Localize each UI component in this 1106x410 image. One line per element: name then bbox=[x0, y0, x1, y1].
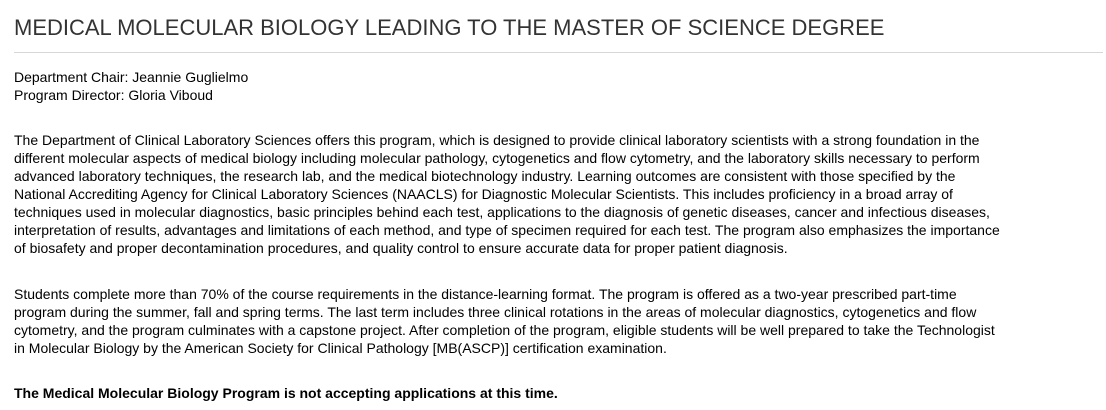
paragraph-line: interpretation of results, advantages and limitations of each method, and type of specimen required for each test. The program also emphasizes the importance bbox=[14, 222, 1000, 238]
program-contacts bbox=[14, 68, 248, 104]
paragraph-line: techniques used in molecular diagnostics, basic principles behind each test, applications to the diagnosis of genetic diseases, cancer and infectious diseases, bbox=[14, 204, 990, 220]
page-title: MEDICAL MOLECULAR BIOLOGY LEADING TO THE MASTER OF SCIENCE DEGREE bbox=[14, 15, 885, 40]
paragraph-line: advanced laboratory techniques, the research lab, and the medical biotechnology industry. Learning outcomes are consistent with those specified by the bbox=[14, 168, 956, 184]
department-chair: Department Chair: Jeannie Guglielmo bbox=[14, 69, 249, 85]
application-status-notice: The Medical Molecular Biology Program is not accepting applications at this time. bbox=[14, 385, 558, 401]
paragraph-line: program during the summer, fall and spring terms. The last term includes three clinical rotations in the areas of molecular diagnostics, cytogenetics and flow bbox=[14, 304, 977, 320]
paragraph-line: Students complete more than 70% of the course requirements in the distance-learning format. The program is offered as a two-year prescribed part-time bbox=[14, 286, 957, 302]
paragraph-line: of biosafety and proper decontamination procedures, and quality control to ensure accurate data for proper patient diagnosis. bbox=[14, 240, 788, 256]
paragraph-line: cytometry, and the program culminates with a capstone project. After completion of the program, eligible students will be well prepared to take the Technologist bbox=[14, 322, 995, 338]
paragraph-line: different molecular aspects of medical biology including molecular pathology, cytogenetics and flow cytometry, and the laboratory skills necessary to perform bbox=[14, 150, 980, 166]
paragraph-line: in Molecular Biology by the American Society for Clinical Pathology [MB(ASCP)] certification examination. bbox=[14, 340, 667, 356]
program-description-paragraph bbox=[14, 131, 1000, 257]
program-director: Program Director: Gloria Viboud bbox=[14, 87, 213, 103]
program-format-paragraph bbox=[14, 285, 995, 357]
paragraph-line: The Department of Clinical Laboratory Sciences offers this program, which is designed to provide clinical laboratory scientists with a strong foundation in the bbox=[14, 132, 980, 148]
title-divider bbox=[14, 52, 1103, 53]
paragraph-line: National Accrediting Agency for Clinical Laboratory Sciences (NAACLS) for Diagnostic Molecular Scientists. This includes proficiency in a broad array of bbox=[14, 186, 953, 202]
